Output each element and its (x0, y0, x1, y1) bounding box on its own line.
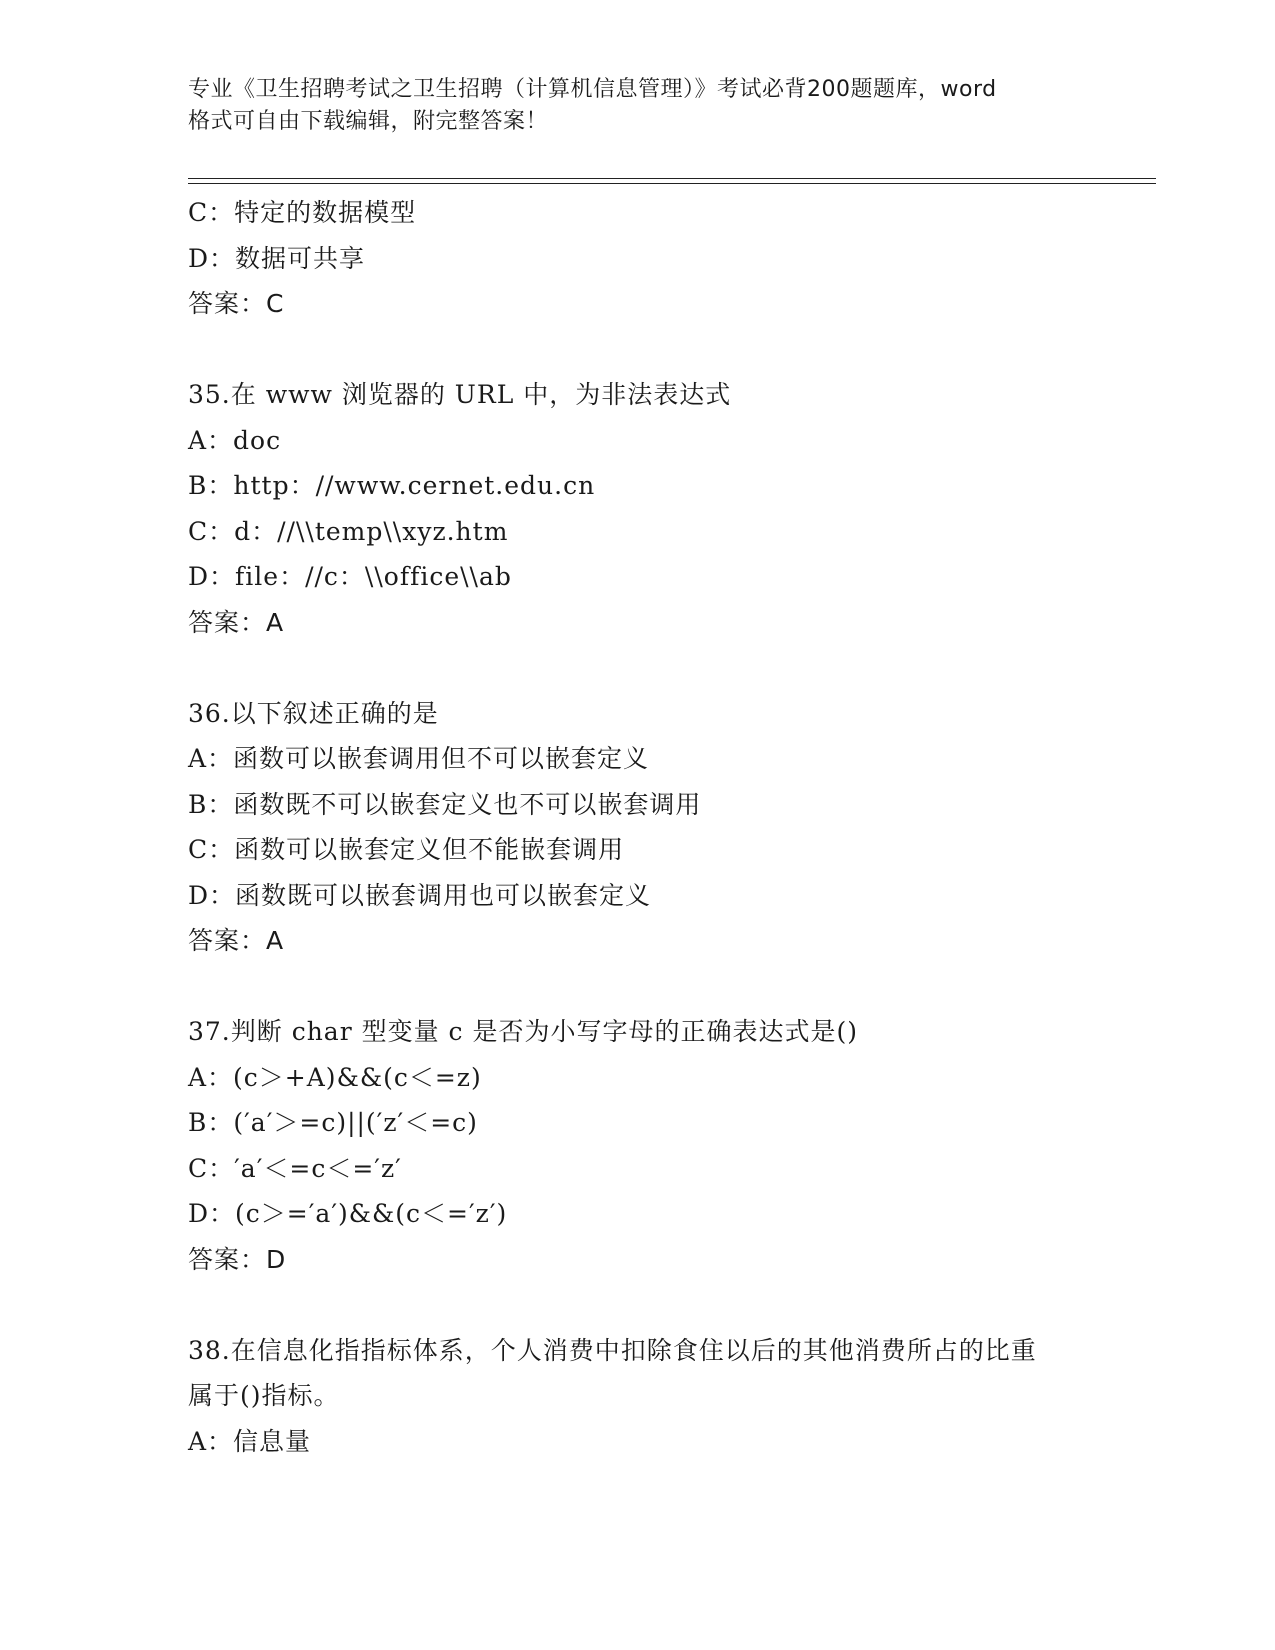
header-line-2: 格式可自由下载编辑，附完整答案！ (188, 109, 549, 134)
option-d: D：数据可共享 (188, 243, 366, 273)
option-a: A：doc (188, 425, 282, 455)
question-text: 35.在 www 浏览器的 URL 中，为非法表达式 (188, 380, 732, 409)
header-line-1: 专业《卫生招聘考试之卫生招聘（计算机信息管理）》考试必背200题题库，word (188, 77, 997, 102)
question-block-34 (188, 190, 1088, 327)
header-divider-top (188, 178, 1156, 179)
question-block-37 (188, 1009, 1088, 1282)
spacer (188, 327, 1088, 373)
answer-line: 答案：C (188, 289, 285, 318)
option-c: C：特定的数据模型 (188, 198, 417, 227)
question-block-35 (188, 372, 1088, 645)
option-a: A：(c＞+A)&&(c＜=z) (188, 1062, 482, 1092)
question-list (188, 190, 1088, 1464)
question-block-38 (188, 1328, 1088, 1465)
answer-line: 答案：A (188, 607, 285, 637)
spacer (188, 964, 1088, 1010)
option-a: A：函数可以嵌套调用但不可以嵌套定义 (188, 744, 650, 773)
question-text: 36.以下叙述正确的是 (188, 698, 439, 728)
question-text: 38.在信息化指指标体系，个人消费中扣除食住以后的其他消费所占的比重属于()指标。 (188, 1335, 1037, 1410)
option-d: D：函数既可以嵌套调用也可以嵌套定义 (188, 880, 652, 910)
header-divider-bottom (188, 183, 1156, 184)
option-d: D：file：//c：\\office\\ab (188, 562, 512, 591)
option-c: C：函数可以嵌套定义但不能嵌套调用 (188, 835, 625, 864)
option-b: B：(′a′＞=c)||(′z′＜=c) (188, 1108, 478, 1137)
spacer (188, 645, 1088, 691)
option-c: C：′a′＜=c＜=′z′ (188, 1153, 402, 1183)
question-text: 37.判断 char 型变量 c 是否为小写字母的正确表达式是() (188, 1017, 859, 1046)
spacer (188, 1282, 1088, 1328)
option-a: A：信息量 (188, 1426, 312, 1456)
answer-line: 答案：A (188, 926, 285, 955)
option-b: B：函数既不可以嵌套定义也不可以嵌套调用 (188, 789, 702, 819)
document-header (188, 74, 1088, 138)
option-d: D：(c＞=′a′)&&(c＜=′z′) (188, 1199, 508, 1228)
answer-line: 答案：D (188, 1244, 287, 1274)
question-block-36 (188, 691, 1088, 964)
option-b: B：http：//www.cernet.edu.cn (188, 471, 596, 500)
option-c: C：d：//\\temp\\xyz.htm (188, 516, 509, 546)
